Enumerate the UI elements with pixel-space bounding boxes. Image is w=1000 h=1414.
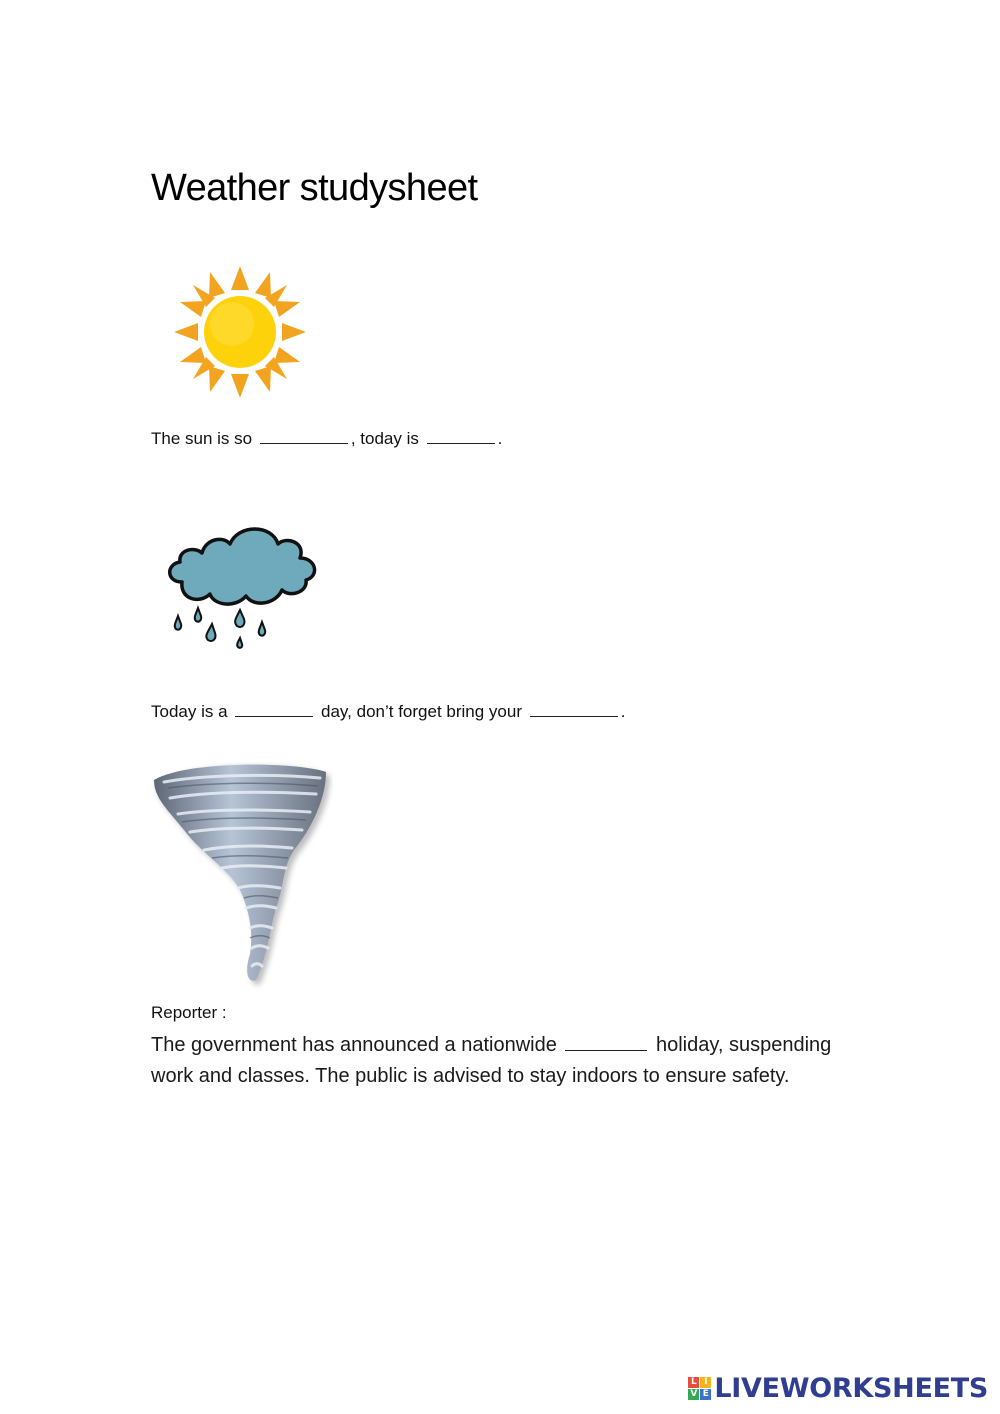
sentence-text: Today is a	[151, 702, 228, 721]
rain-cloud-icon	[160, 520, 320, 652]
brand-name: LIVEWORKSHEETS	[714, 1373, 988, 1404]
page-title: Weather studysheet	[151, 167, 478, 210]
news-paragraph	[151, 1030, 851, 1092]
logo-letter: I	[700, 1377, 711, 1388]
liveworksheets-brand[interactable]	[688, 1373, 988, 1404]
answer-blank[interactable]	[530, 701, 618, 717]
tornado-icon	[148, 762, 333, 992]
logo-letter: E	[700, 1389, 711, 1400]
sun-icon	[170, 262, 310, 402]
sentence-text: day, don’t forget bring your	[321, 702, 522, 721]
paragraph-text: The government has announced a nationwide	[151, 1034, 557, 1056]
answer-blank[interactable]	[260, 428, 348, 444]
sentence-text: .	[497, 429, 503, 448]
answer-blank[interactable]	[235, 701, 313, 717]
answer-blank[interactable]	[565, 1031, 647, 1051]
logo-letter: L	[688, 1377, 699, 1388]
reporter-label: Reporter :	[151, 1003, 227, 1022]
sentence-sunny	[151, 428, 502, 449]
liveworksheets-logo-icon	[688, 1377, 711, 1400]
sentence-text: .	[620, 702, 626, 721]
answer-blank[interactable]	[427, 428, 495, 444]
sentence-text: , today is	[350, 429, 419, 448]
sentence-rainy	[151, 701, 625, 722]
paragraph-text: holiday, suspending work and classes. The public is advised to stay indoors to ensure safety.	[151, 1034, 832, 1087]
logo-letter: V	[688, 1389, 699, 1400]
sentence-text: The sun is so	[151, 429, 253, 448]
